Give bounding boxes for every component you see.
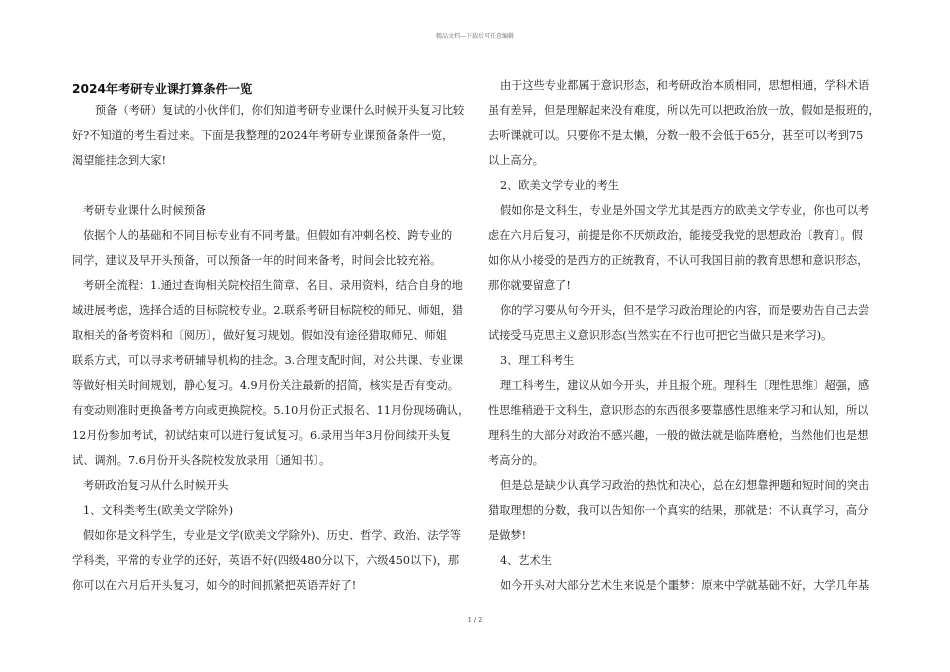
paragraph-line: 考研全流程：1.通过查询相关院校招生简章、名目、录用资料，结合自身的地: [83, 279, 463, 292]
paragraph-line: 渴望能挂念到大家!: [72, 154, 166, 167]
paragraph-line: 由于这些专业都属于意识形态，和考研政治本质相同，思想相通，学科术语: [500, 79, 870, 92]
paragraph-line: 理工科考生，建议从如今开头，并且报个班。理科生〔理性思维〕超强，感: [500, 379, 870, 392]
paragraph-line: 假如你是文科学生，专业是文学(欧美文学除外)、历史、哲学、政治、法学等: [83, 529, 461, 542]
paragraph-line: 如你从小接受的是西方的正统教育，不认可我国目前的教育思想和意识形态，: [488, 254, 869, 267]
paragraph-line: 等做好相关时间规划，静心复习。4.9月份关注最新的招简，核实是否有变动。: [72, 379, 459, 392]
subsection-heading: 3、理工科考生: [500, 354, 575, 367]
paragraph-line: 以上高分。: [488, 154, 544, 167]
paragraph-line: 理科生的大部分对政治不感兴趣，一般的做法就是临阵磨枪，当然他们也是想: [488, 429, 869, 442]
paragraph-line: 那你就要留意了!: [488, 279, 571, 292]
paragraph-line: 12月份参加考试，初试结束可以进行复试复习。6.录用当年3月份间续开头复: [72, 429, 451, 442]
paragraph-line: 取相关的备考资料和〔阅历〕，做好复习规划。假如没有途径猎取师兄、师姐: [72, 329, 447, 342]
paragraph-line: 有变动则准时更换备考方向或更换院校。5.10月份正式报名、11月份现场确认，: [72, 404, 470, 417]
paragraph-line: 你可以在六月后开头复习，如今的时间抓紧把英语弄好了!: [72, 579, 357, 592]
page-header: 精品文档---下载后可任意编辑: [435, 33, 515, 40]
page-number: 1 / 2: [467, 616, 483, 624]
paragraph-line: 是做梦!: [488, 529, 527, 542]
paragraph-line: 猎取理想的分数，我可以告知你一个真实的结果，那就是：不认真学习，高分: [488, 504, 869, 517]
paragraph-line: 你的学习要从句今开头，但不是学习政治理论的内容，而是要劝告自己去尝: [500, 304, 870, 317]
paragraph-line: 依据个人的基础和不同目标专业有不同考量。但假如有冲刺名校、跨专业的: [83, 229, 453, 242]
paragraph-line: 假如你是文科生，专业是外国文学尤其是西方的欧美文学专业，你也可以考: [500, 204, 870, 217]
paragraph-line: 虑在六月后复习，前提是你不厌烦政治，能接受我党的思想政治〔教育〕。假: [488, 229, 863, 242]
paragraph-line: 性思维稍逊于文科生，意识形态的东西很多要靠感性思维来学习和认知，所以: [488, 404, 869, 417]
section-heading: 考研专业课什么时候预备: [83, 204, 207, 217]
paragraph-line: 去听课就可以。只要你不是太懒，分数一般不会低于65分，甚至可以考到75: [488, 129, 864, 142]
paragraph-line: 虽有差异，但是理解起来没有难度，所以先可以把政治放一放，假如是报班的，: [488, 104, 880, 117]
paragraph-line: 但是总是缺少认真学习政治的热忱和决心，总在幻想靠押题和短时间的突击: [500, 479, 870, 492]
paragraph-line: 学科类，平常的专业学的还好，英语不好(四级480分以下，六级450以下)，那: [72, 554, 460, 567]
subsection-heading: 4、艺术生: [500, 554, 552, 567]
paragraph-line: 域进展考虑，选择合适的目标院校专业。2.联系考研目标院校的师兄、师姐，猎: [72, 304, 464, 317]
section-heading: 考研政治复习从什么时候开头: [83, 479, 229, 492]
paragraph-line: 试、调剂。7.6月份开头各院校发放录用〔通知书〕。: [72, 454, 331, 467]
paragraph-line: 同学，建议及早开头预备，可以预备一年的时间来备考，时间会比较充裕。: [72, 254, 442, 267]
paragraph-line: 如今开头对大部分艺术生来说是个噩梦：原来中学就基础不好，大学几年基: [500, 579, 870, 592]
subsection-heading: 2、欧美文学专业的考生: [500, 179, 619, 192]
paragraph-line: 预备（考研）复试的小伙伴们，你们知道考研专业课什么时候开头复习比较: [95, 104, 465, 117]
paragraph-line: 好?不知道的考生看过来。下面是我整理的2024年考研专业课预备条件一览，: [72, 129, 454, 142]
paragraph-line: 试接受马克思主义意识形态(当然实在不行也可把它当做只是来学习)。: [488, 329, 833, 342]
document-title: 2024年考研专业课打算条件一览: [72, 82, 253, 96]
paragraph-line: 考高分的。: [488, 454, 544, 467]
paragraph-line: 联系方式，可以寻求考研辅导机构的挂念。3.合理支配时间，对公共课、专业课: [72, 354, 464, 367]
subsection-heading: 1、文科类考生(欧美文学除外): [83, 504, 234, 517]
